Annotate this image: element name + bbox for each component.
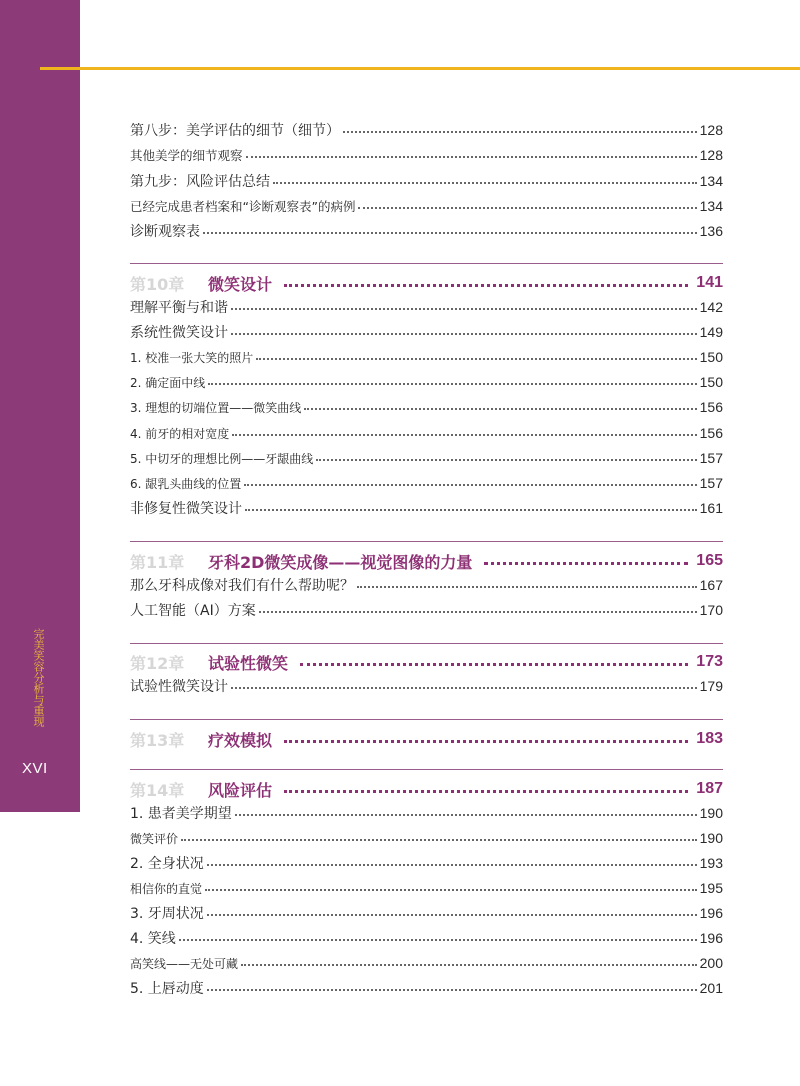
chapter-heading[interactable]: 第13章 疗效模拟 183 bbox=[130, 730, 723, 750]
chapter-divider bbox=[130, 263, 723, 264]
header-rule bbox=[40, 67, 800, 70]
toc-entry[interactable]: 5. 中切牙的理想比例——牙龈曲线 157 bbox=[130, 450, 723, 466]
toc-entry[interactable]: 相信你的直觉 195 bbox=[130, 880, 723, 896]
leader-dots bbox=[484, 562, 688, 565]
leader-dots bbox=[245, 509, 697, 511]
toc-entry[interactable]: 2. 确定面中线 150 bbox=[130, 374, 723, 390]
toc-entry[interactable]: 4. 前牙的相对宽度 156 bbox=[130, 425, 723, 441]
leader-dots bbox=[300, 663, 688, 666]
toc-entry[interactable]: 第九步：风险评估总结 134 bbox=[130, 173, 723, 190]
chapter-heading[interactable]: 第11章 牙科2D微笑成像——视觉图像的力量 165 bbox=[130, 552, 723, 572]
toc-entry[interactable]: 1. 校准一张大笑的照片 150 bbox=[130, 349, 723, 365]
leader-dots bbox=[207, 864, 697, 866]
leader-dots bbox=[273, 182, 697, 184]
toc-entry[interactable]: 那么牙科成像对我们有什么帮助呢？ 167 bbox=[130, 577, 723, 594]
leader-dots bbox=[181, 839, 697, 841]
toc-entry[interactable]: 已经完成患者档案和“诊断观察表”的病例 134 bbox=[130, 198, 723, 214]
leader-dots bbox=[259, 611, 697, 613]
leader-dots bbox=[205, 889, 697, 891]
chapter-heading[interactable]: 第10章 微笑设计 141 bbox=[130, 274, 723, 294]
leader-dots bbox=[256, 358, 696, 360]
leader-dots bbox=[203, 232, 697, 234]
toc-entry[interactable]: 高笑线——无处可藏 200 bbox=[130, 955, 723, 971]
leader-dots bbox=[316, 459, 696, 461]
leader-dots bbox=[241, 964, 697, 966]
chapter-heading[interactable]: 第12章 试验性微笑 173 bbox=[130, 653, 723, 673]
leader-dots bbox=[231, 333, 697, 335]
sidebar-band bbox=[0, 0, 80, 812]
leader-dots bbox=[284, 284, 688, 287]
toc-entry[interactable]: 诊断观察表 136 bbox=[130, 223, 723, 240]
chapter-divider bbox=[130, 541, 723, 542]
leader-dots bbox=[231, 687, 697, 689]
toc-entry[interactable]: 2. 全身状况 193 bbox=[130, 855, 723, 872]
leader-dots bbox=[357, 586, 697, 588]
book-title-vertical: 完美笑容分析与重现 bbox=[32, 628, 45, 727]
chapter-divider bbox=[130, 769, 723, 770]
leader-dots bbox=[232, 434, 696, 436]
toc-entry[interactable]: 人工智能（AI）方案 170 bbox=[130, 602, 723, 619]
toc-entry[interactable]: 第八步：美学评估的细节（细节） 128 bbox=[130, 122, 723, 139]
page-number: XVI bbox=[22, 760, 48, 777]
leader-dots bbox=[207, 914, 697, 916]
toc-entry[interactable]: 6. 龈乳头曲线的位置 157 bbox=[130, 475, 723, 491]
leader-dots bbox=[208, 383, 696, 385]
leader-dots bbox=[246, 156, 697, 158]
toc-entry[interactable]: 试验性微笑设计 179 bbox=[130, 678, 723, 695]
leader-dots bbox=[207, 989, 697, 991]
leader-dots bbox=[231, 308, 697, 310]
leader-dots bbox=[284, 790, 688, 793]
toc-entry[interactable]: 微笑评价 190 bbox=[130, 830, 723, 846]
leader-dots bbox=[343, 131, 697, 133]
toc-entry[interactable]: 其他美学的细节观察 128 bbox=[130, 147, 723, 163]
toc-entry[interactable]: 4. 笑线 196 bbox=[130, 930, 723, 947]
chapter-divider bbox=[130, 643, 723, 644]
chapter-divider bbox=[130, 719, 723, 720]
toc-entry[interactable]: 理解平衡与和谐 142 bbox=[130, 299, 723, 316]
leader-dots bbox=[304, 408, 696, 410]
leader-dots bbox=[235, 814, 697, 816]
toc-entry[interactable]: 1. 患者美学期望 190 bbox=[130, 805, 723, 822]
leader-dots bbox=[358, 207, 696, 209]
toc-entry[interactable]: 非修复性微笑设计 161 bbox=[130, 500, 723, 517]
toc-entry[interactable]: 系统性微笑设计 149 bbox=[130, 324, 723, 341]
leader-dots bbox=[244, 484, 696, 486]
leader-dots bbox=[284, 740, 688, 743]
leader-dots bbox=[179, 939, 697, 941]
toc-entry[interactable]: 5. 上唇动度 201 bbox=[130, 980, 723, 997]
toc-entry[interactable]: 3. 理想的切端位置——微笑曲线 156 bbox=[130, 399, 723, 415]
toc-entry[interactable]: 3. 牙周状况 196 bbox=[130, 905, 723, 922]
chapter-heading[interactable]: 第14章 风险评估 187 bbox=[130, 780, 723, 800]
